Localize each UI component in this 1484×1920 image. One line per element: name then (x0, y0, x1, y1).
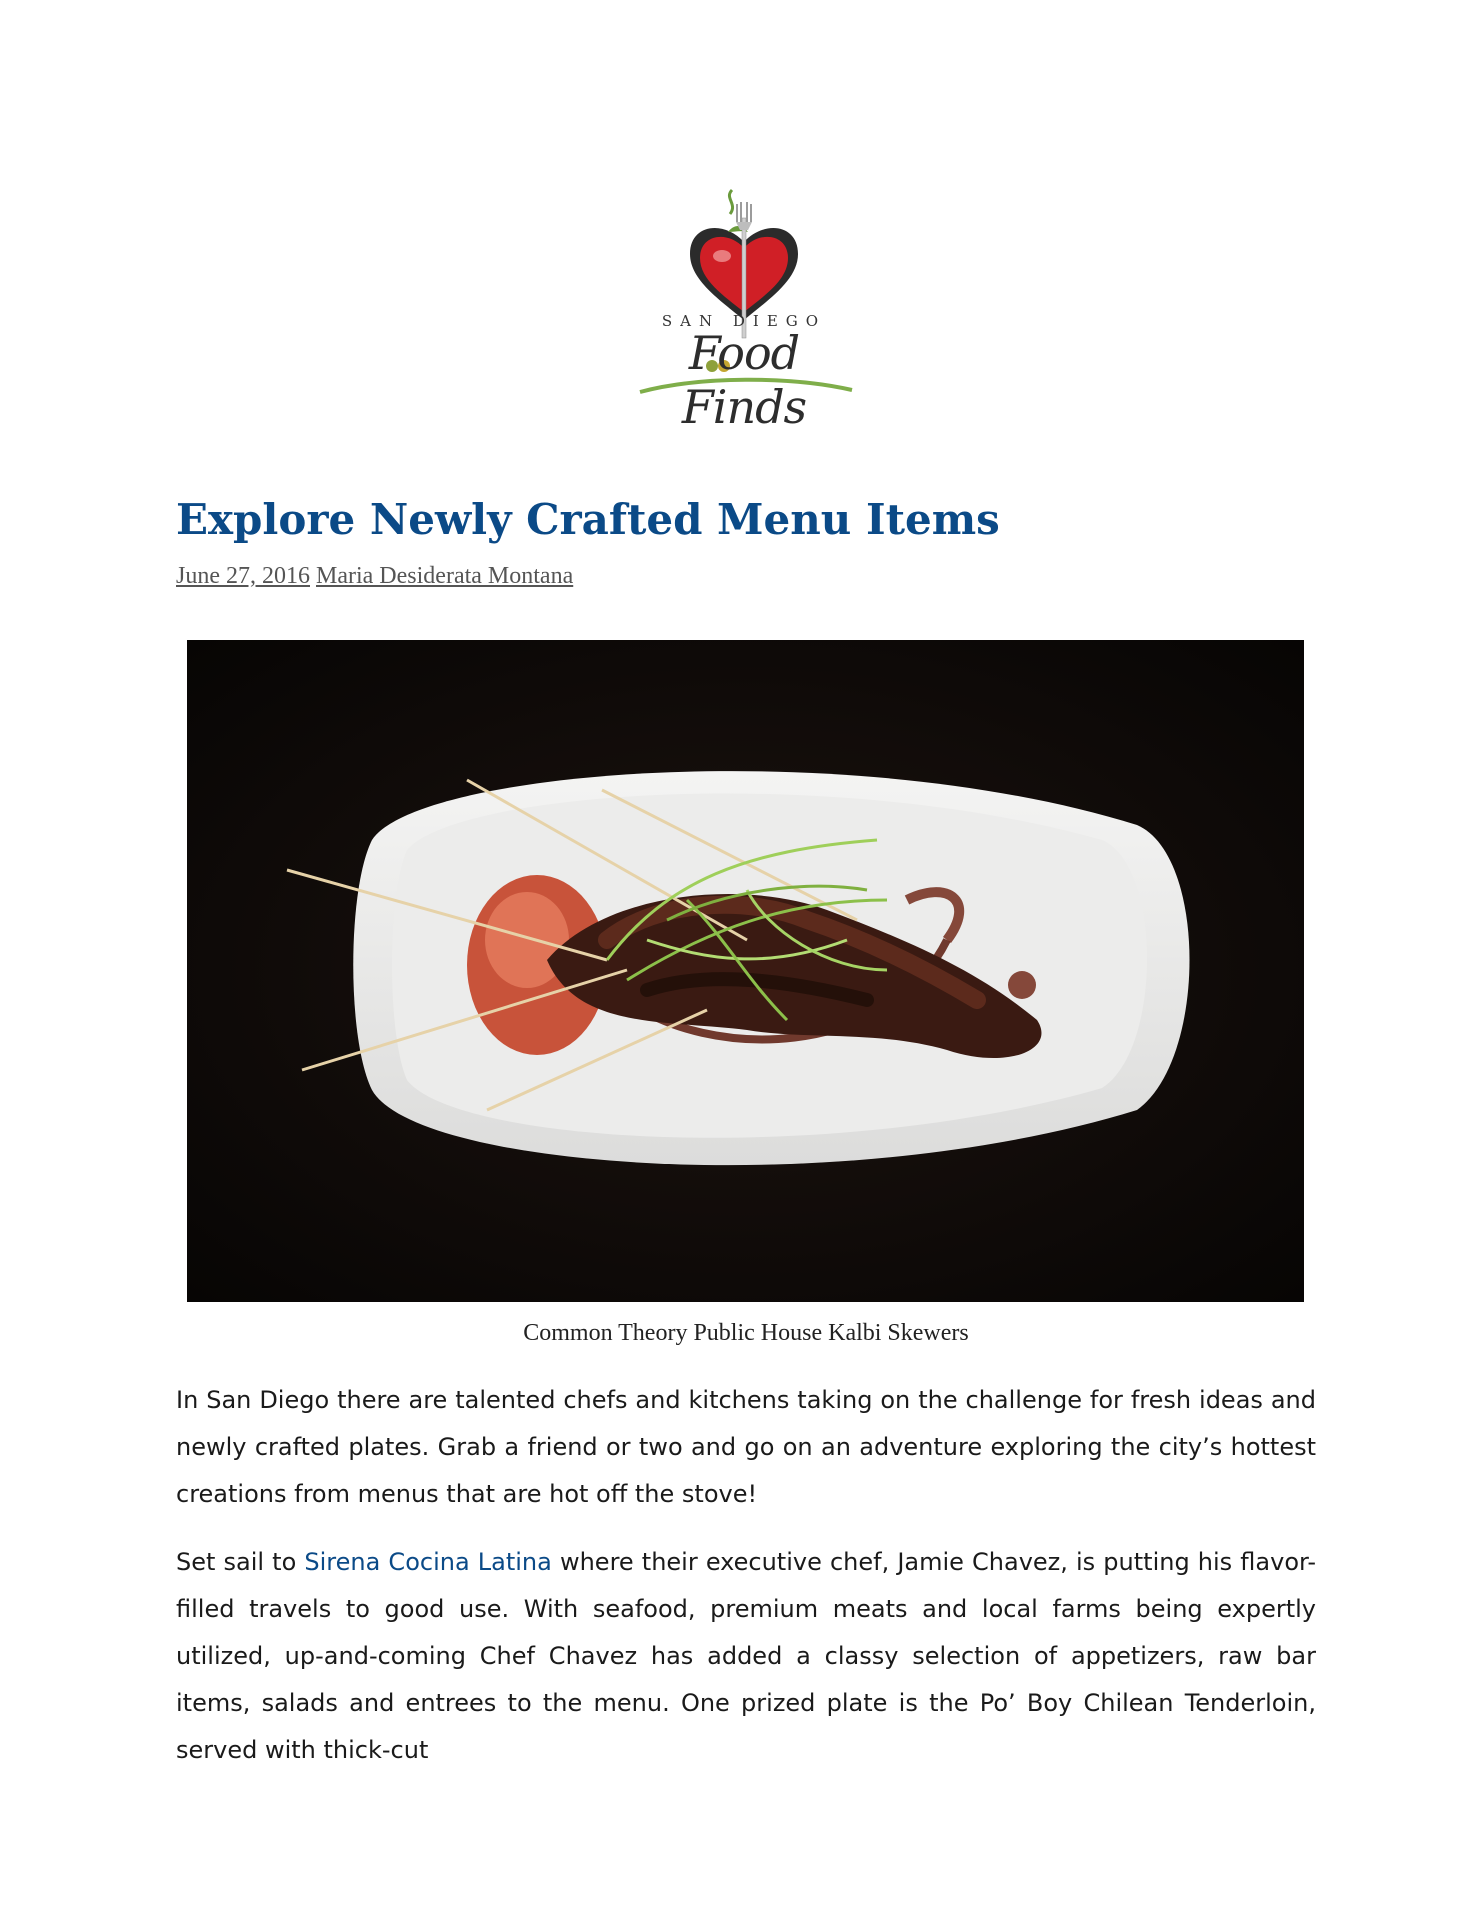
article-author-link[interactable]: Maria Desiderata Montana (316, 563, 574, 589)
paragraph-text: Set sail to (176, 1548, 305, 1576)
kalbi-skewers-photo (187, 640, 1304, 1302)
article-date-link[interactable]: June 27, 2016 (176, 563, 310, 589)
paragraph-text: where their executive chef, Jamie Chavez, is putting his flavor-filled travels to good use. With seafood, premium meats and local farms being expertly utilized, up-and-coming Chef Chavez has added a classy selection of appetizers, raw bar items, salads and entrees to the menu. One prized plate is the Po’ Boy Chilean Tenderloin, served with thick-cut (176, 1548, 1316, 1764)
logo-subtitle: SAN DIEGO (661, 312, 827, 330)
article-photo (187, 640, 1304, 1302)
paragraph-intro: In San Diego there are talented chefs and kitchens taking on the challenge for fresh ideas and newly crafted plates. Grab a friend or two and go on an adventure exploring the city’s hottest creations from menus that are hot off the stove! (176, 1386, 1316, 1508)
paragraph-sirena (176, 1539, 1316, 1774)
article-meta (176, 563, 573, 590)
logo-title: Food Finds (681, 326, 807, 434)
site-logo[interactable] (620, 180, 868, 434)
article-title: Explore Newly Crafted Menu Items (176, 495, 1000, 544)
image-caption: Common Theory Public House Kalbi Skewers (523, 1320, 969, 1346)
sirena-cocina-latina-link[interactable]: Sirena Cocina Latina (304, 1548, 552, 1576)
